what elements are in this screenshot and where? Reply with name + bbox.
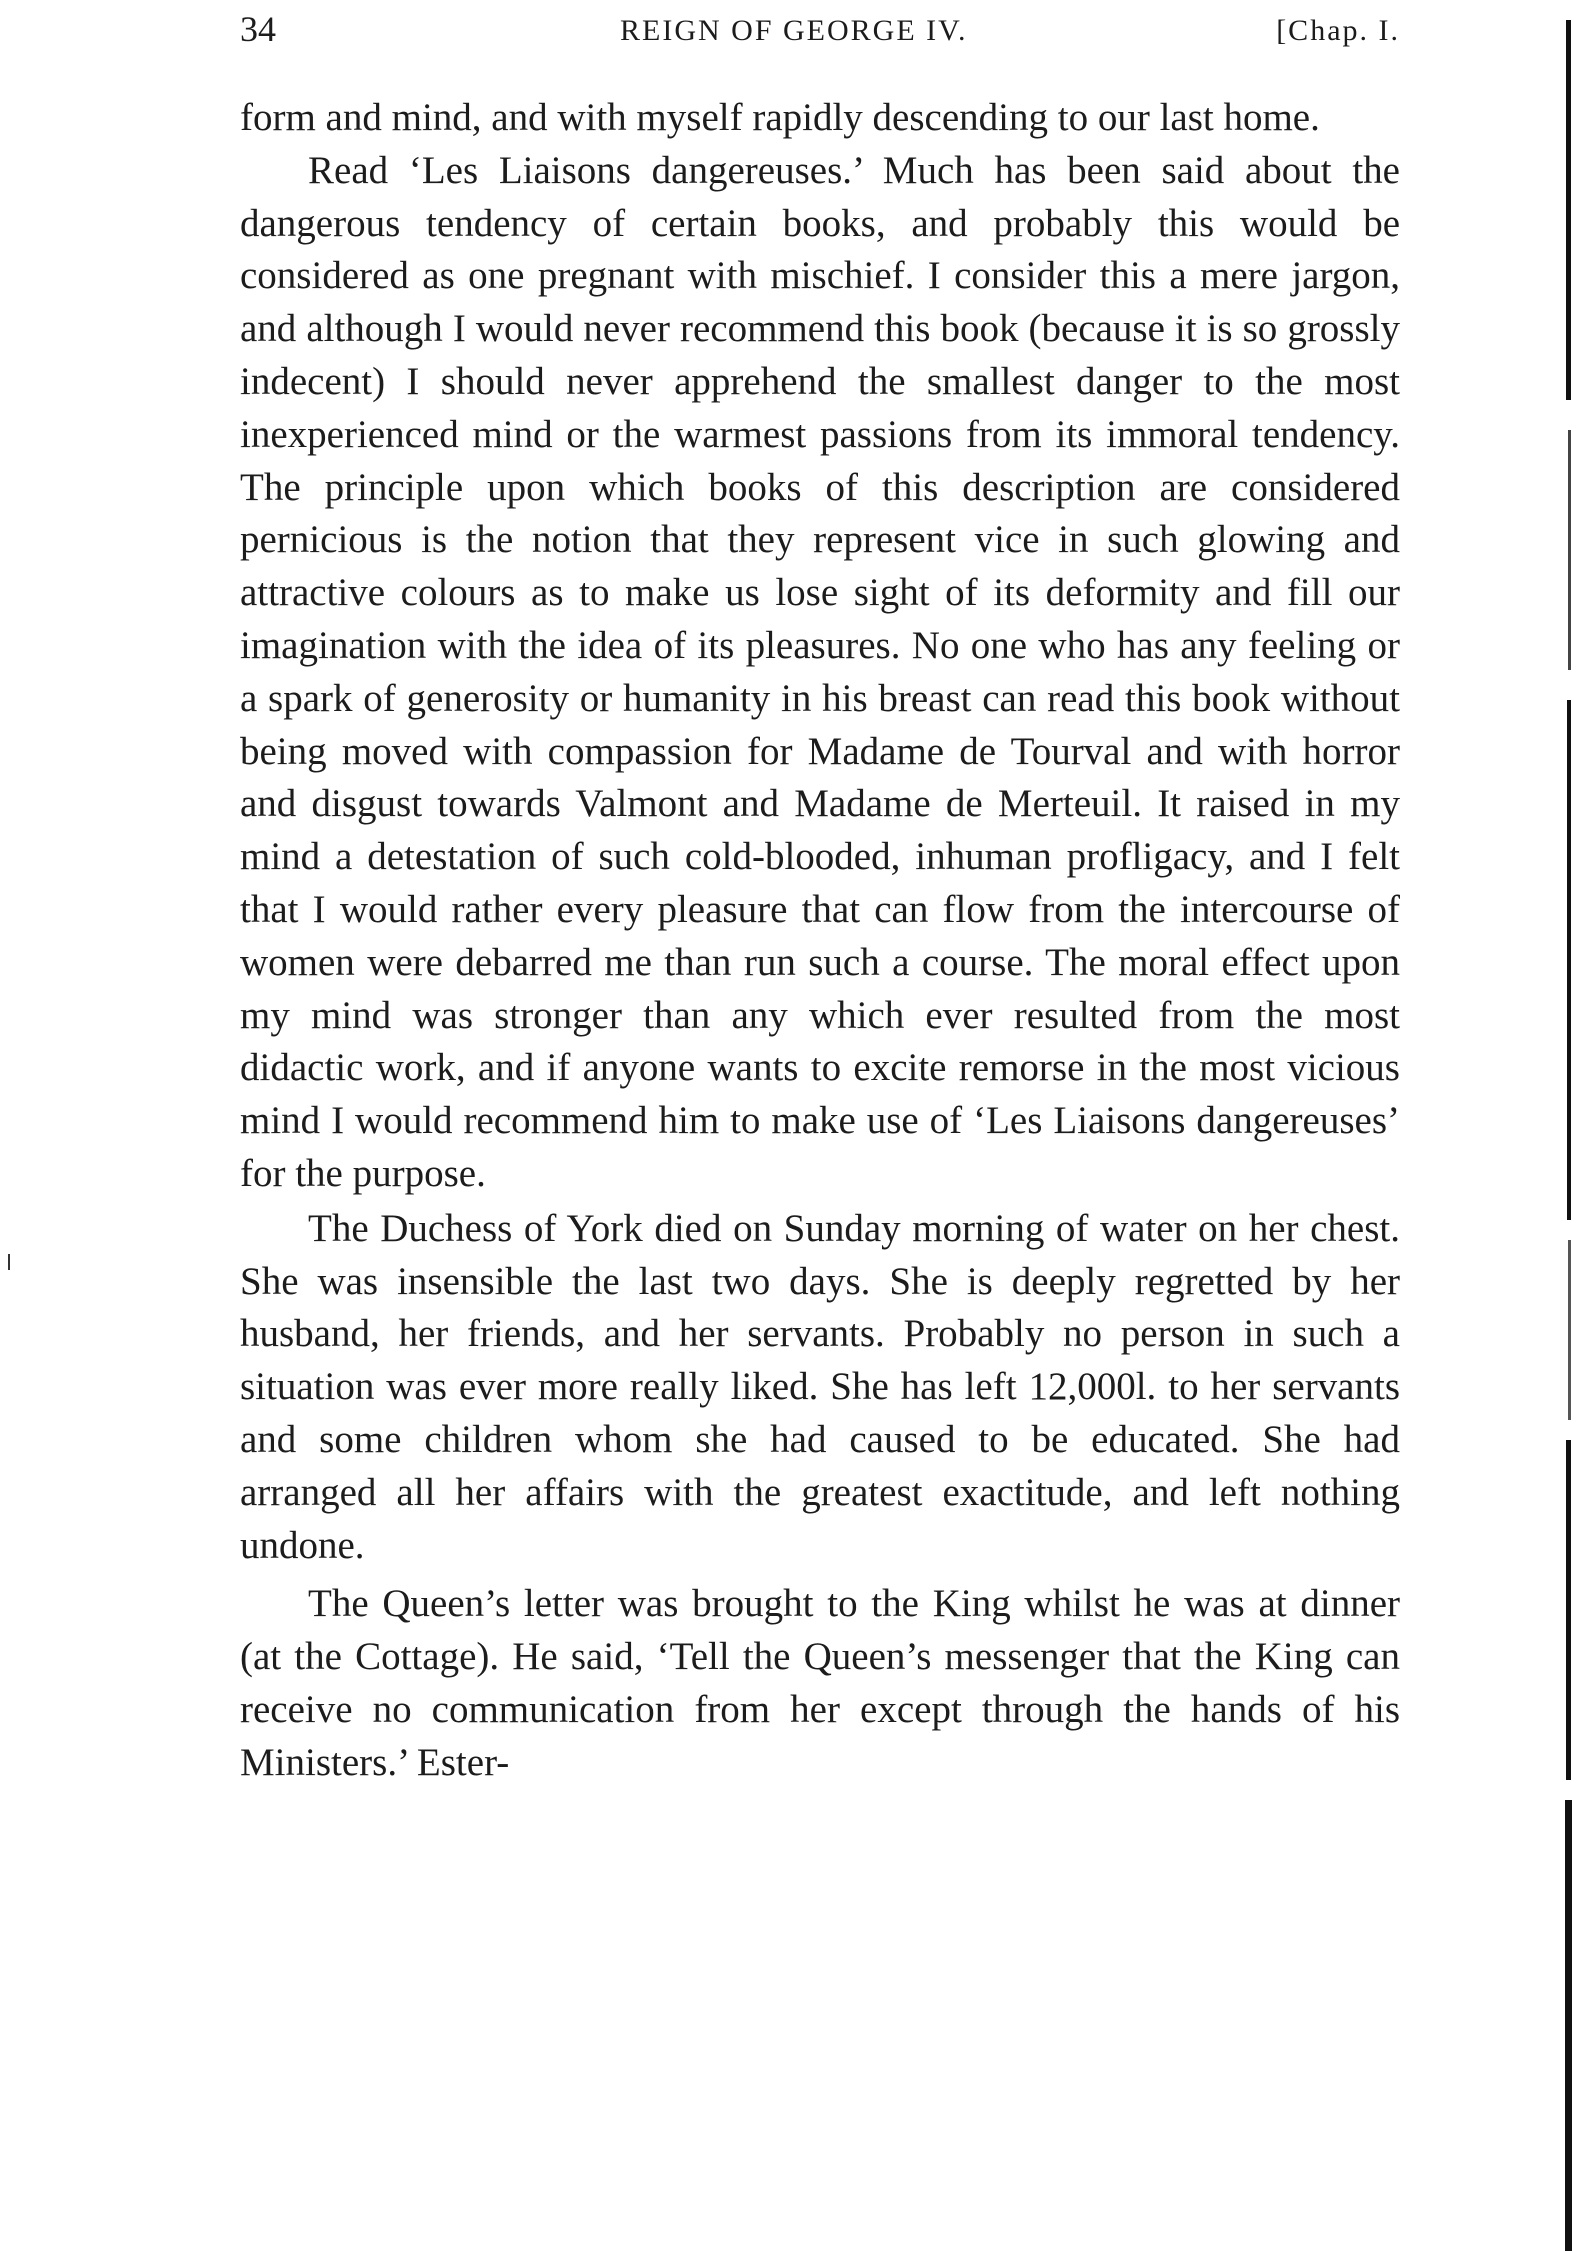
chapter-label: [Chap. I. bbox=[1276, 14, 1400, 47]
paragraph-queens-letter: The Queen’s letter was brought to the King whilst he was at dinner (at the Cottage). He said, ‘Tell the Queen’s messenger that the King can receive no communication from her except through the hands of his Ministers.’ Ester- bbox=[240, 1582, 1400, 1784]
margin-mark bbox=[8, 1254, 10, 1270]
paragraph-continuation: form and mind, and with myself rapidly descending to our last home. bbox=[240, 96, 1320, 139]
running-title: REIGN OF GEORGE IV. bbox=[620, 14, 968, 47]
paragraph-duchess-of-york: The Duchess of York died on Sunday morning of water on her chest. She was insensible the last two days. She is deeply regretted by her husband, her friends, and her servants. Probably no person in such a situation was ever more really liked. She has left 12,000l. to her servants and some children whom she had caused to be educated. She had arranged all her affairs with the greatest exactitude, and left nothing undone. bbox=[240, 1206, 1400, 1567]
page-header bbox=[240, 8, 1400, 68]
body-text bbox=[240, 92, 1400, 1790]
page-number: 34 bbox=[240, 9, 276, 49]
paragraph-liaisons: Read ‘Les Liaisons dangereuses.’ Much has been said about the dangerous tendency of certain books, and probably this would be considered as one pregnant with mischief. I consider this a mere jargon, and although I would never recommend this book (because it is so grossly indecent) I should never apprehend the smallest danger to the most inexperienced mind or the warmest passions from its immoral tendency. The principle upon which books of this description are considered pernicious is the notion that they represent vice in such glowing and attractive colours as to make us lose sight of its deformity and fill our imagination with the idea of its pleasures. No one who has any feeling or a spark of generosity or humanity in his breast can read this book without being moved with compassion for Madame de Tourval and with horror and disgust towards Valmont and Madame de Merteuil. It raised in my mind a detestation of such cold-blooded, inhuman profligacy, and I felt that I would rather every pleasure that can flow from the intercourse of women were debarred me than run such a course. The moral effect upon my mind was stronger than any which ever resulted from the most didactic work, and if anyone wants to excite remorse in the most vicious mind I would recommend him to make use of ‘Les Liaisons dangereuses’ for the purpose. bbox=[240, 148, 1400, 1195]
binding-edge-shadow bbox=[1562, 0, 1578, 2251]
